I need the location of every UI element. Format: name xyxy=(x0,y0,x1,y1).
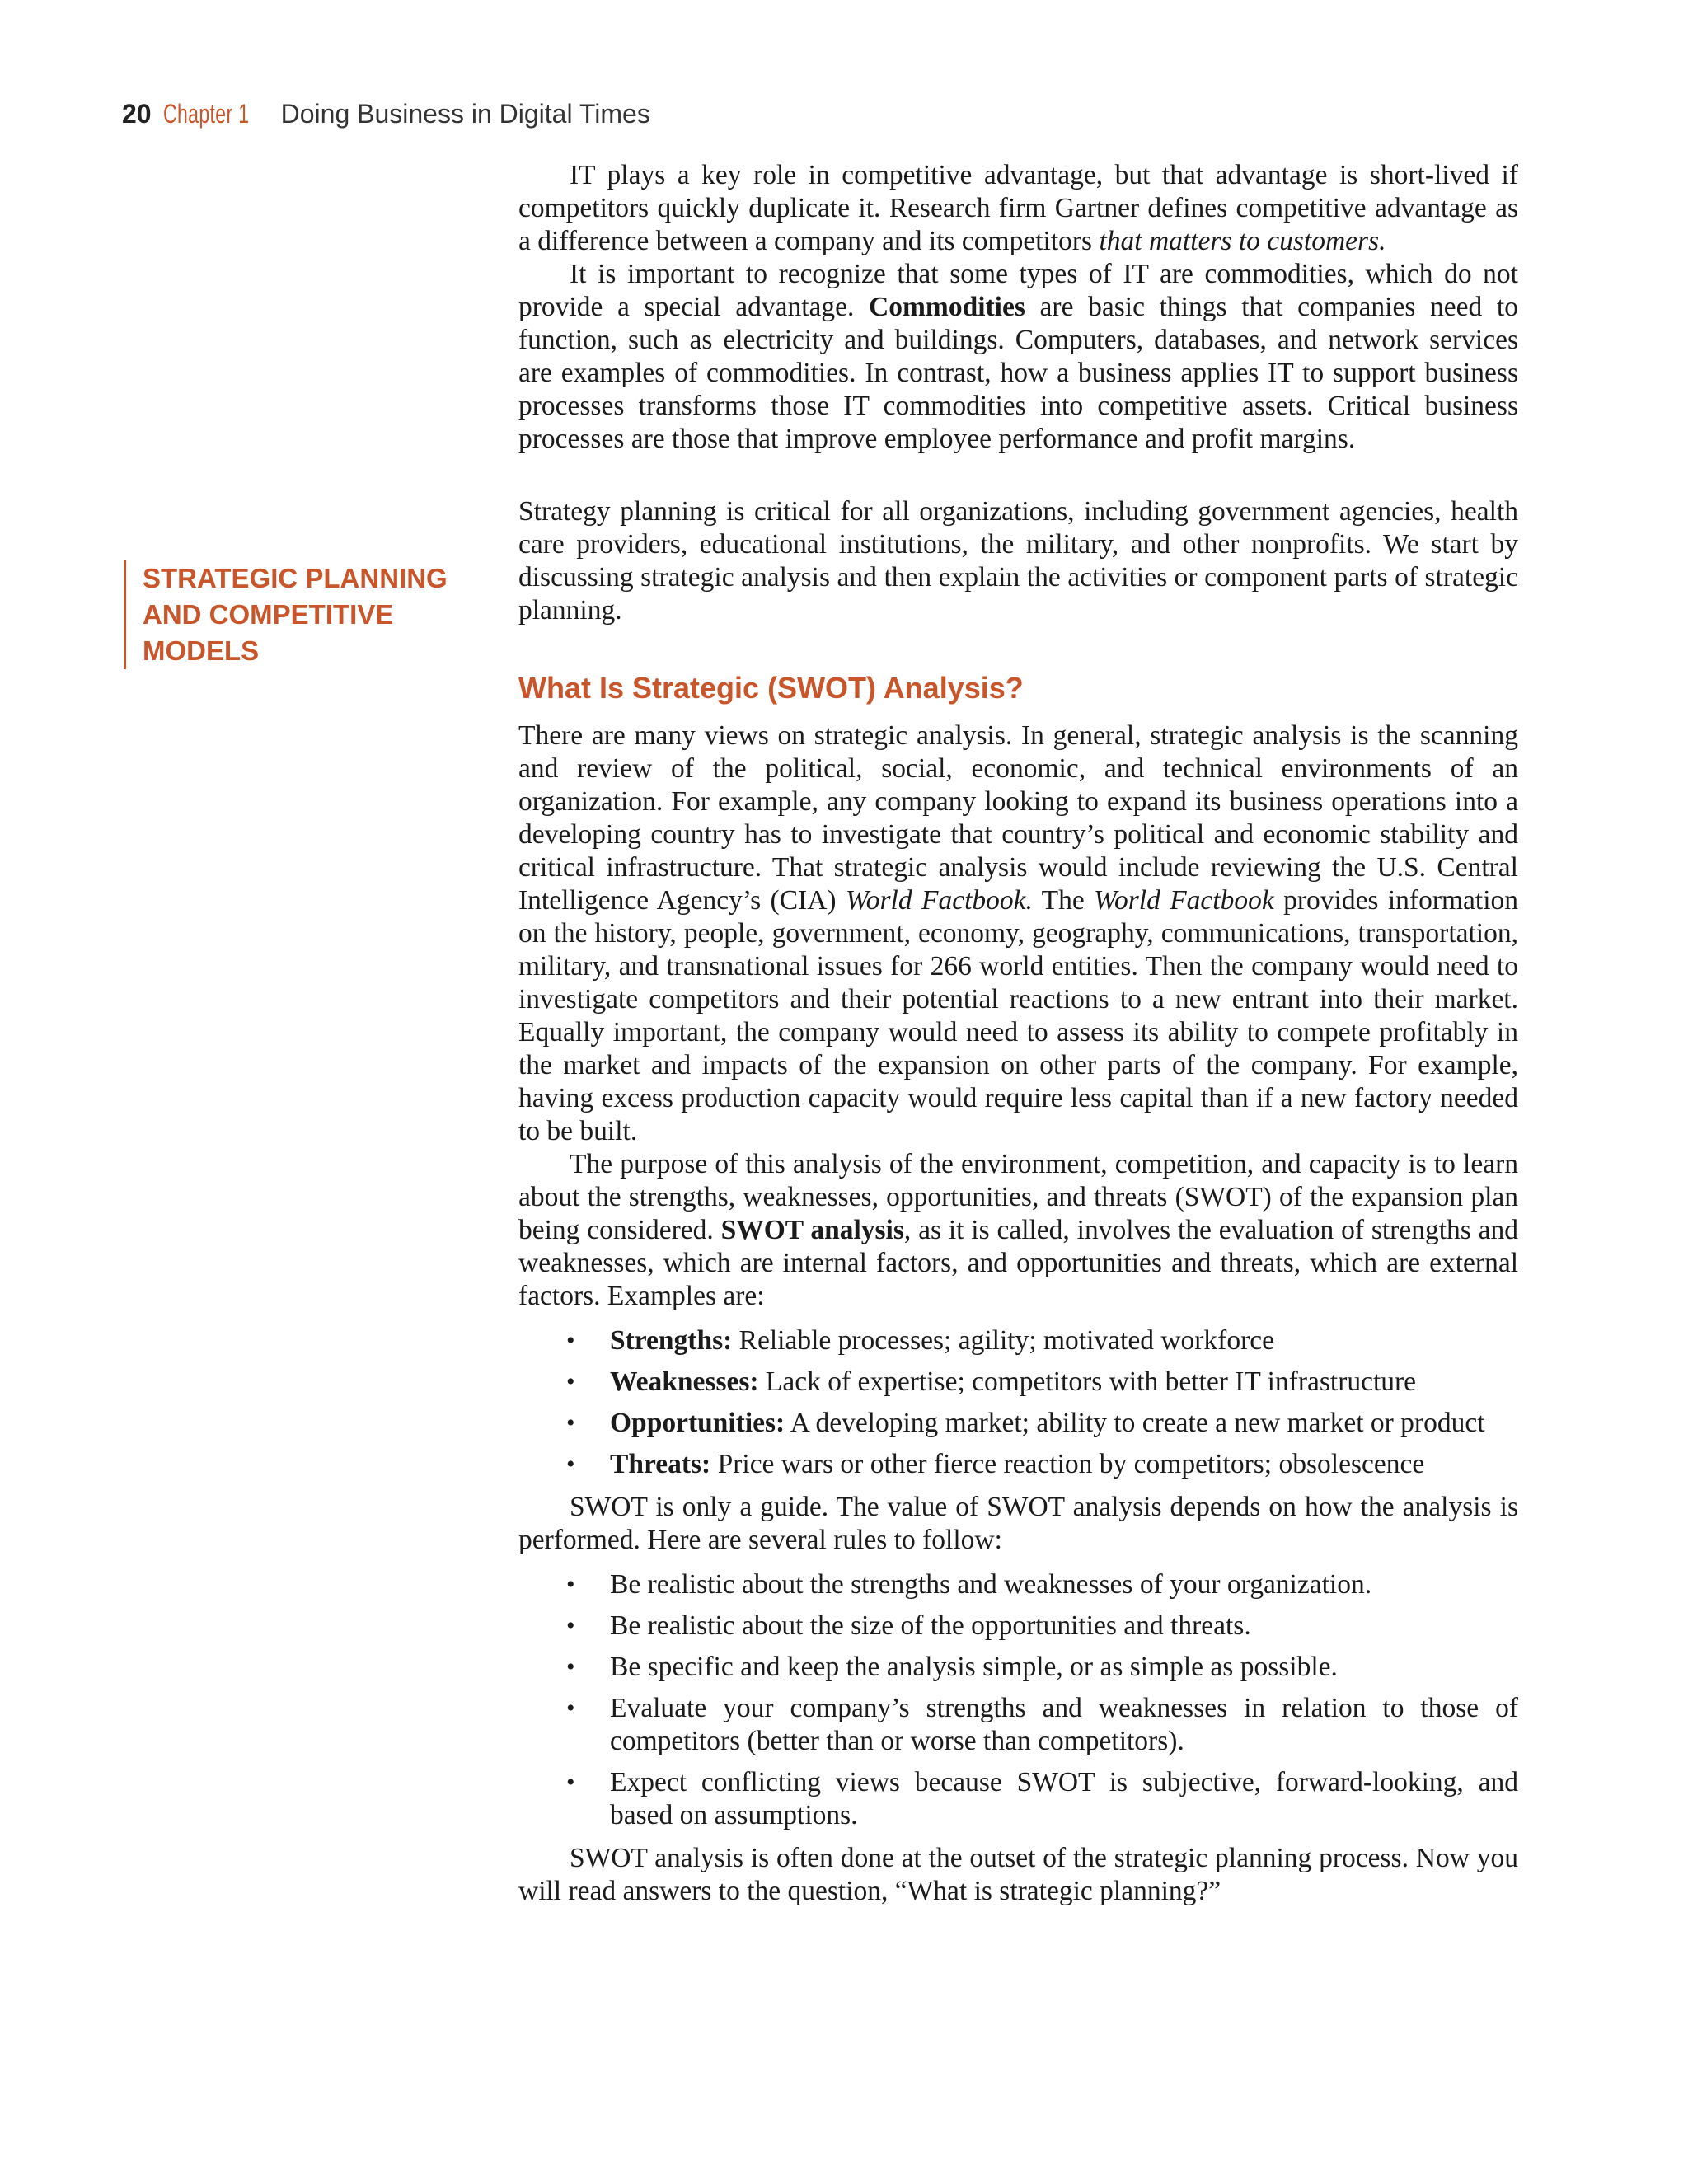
swot-examples-list xyxy=(518,1324,1518,1481)
bullet-icon: • xyxy=(566,1612,575,1639)
page-number: 20 xyxy=(122,99,152,129)
term-swot-analysis: SWOT analysis xyxy=(720,1215,904,1245)
intro-paragraph-1: IT plays a key role in competitive advantage, but that advantage is short-lived if competitors quickly duplicate it. Research firm Gartner defines competitive advantage as a difference between a company and its competitors that matters to customers. xyxy=(518,160,1518,256)
bullet-icon: • xyxy=(566,1694,575,1722)
list-item: • Threats: Price wars or other fierce reaction by competitors; obsolescence xyxy=(566,1449,1425,1479)
margin-heading-line: AND COMPETITIVE xyxy=(143,599,394,630)
list-item: • Weaknesses: Lack of expertise; competitors with better IT infrastructure xyxy=(566,1366,1417,1397)
factbook-title: World Factbook xyxy=(1094,885,1274,916)
margin-section-heading xyxy=(124,560,489,669)
margin-heading-line: STRATEGIC PLANNING xyxy=(143,563,448,593)
bullet-icon: • xyxy=(566,1451,575,1478)
list-item: • Strengths: Reliable processes; agility; motivated workforce xyxy=(566,1325,1274,1356)
bullet-icon: • xyxy=(566,1409,575,1436)
list-item: • Expect conflicting views because SWOT is subjective, forward-looking, and based on assumptions. xyxy=(566,1767,1518,1830)
swot-paragraph-1: There are many views on strategic analysis. In general, strategic analysis is the scanning and review of the political, social, economic, and technical environments of an organization. For example, any company looking to expand its business operations into a developing country has to investigate that country’s political and economic stability and critical infrastructure. That strategic analysis would include reviewing the U.S. Central Intelligence Agency’s (CIA) World Factbook. The World Factbook provides information on the history, people, government, economy, geography, communications, transportation, military, and transnational issues for 266 world entities. Then the company would need to investigate competitors and their potential reactions to a new entrant into their market. Equally important, the company would need to assess its ability to compete profitably in the market and impacts of the expansion on other parts of the company. For example, having excess production capacity would require less capital than if a new factory needed to be built. xyxy=(518,720,1519,1146)
list-item: • Be realistic about the strengths and weaknesses of your organization. xyxy=(566,1569,1372,1600)
bullet-icon: • xyxy=(566,1327,575,1354)
list-item: • Be realistic about the size of the opportunities and threats. xyxy=(566,1610,1251,1641)
swot-paragraph-3: SWOT is only a guide. The value of SWOT analysis depends on how the analysis is performed. Here are several rules to follow: xyxy=(518,1492,1518,1555)
bullet-icon: • xyxy=(566,1368,575,1395)
main-text-column xyxy=(518,159,1518,1908)
factbook-title: World Factbook. xyxy=(845,885,1033,916)
list-item: • Evaluate your company’s strengths and weaknesses in relation to those of competitors (better than or worse than competitors). xyxy=(566,1693,1518,1756)
section-intro-paragraph: Strategy planning is critical for all organizations, including government agencies, health care providers, educational institutions, the military, and other nonprofits. We start by discussing strategic analysis and then explain the activities or component parts of strategic planning. xyxy=(518,496,1518,626)
bullet-icon: • xyxy=(566,1571,575,1598)
swot-paragraph-2: The purpose of this analysis of the environment, competition, and capacity is to learn about the strengths, weaknesses, opportunities, and threats (SWOT) of the expansion plan being considered. SWOT analysis, as it is called, involves the evaluation of strengths and weaknesses, which are internal factors, and opportunities and threats, which are external factors. Examples are: xyxy=(518,1149,1518,1311)
swot-rules-list xyxy=(518,1568,1518,1832)
chapter-title: Doing Business in Digital Times xyxy=(280,99,650,129)
swot-paragraph-4: SWOT analysis is often done at the outset of the strategic planning process. Now you will read answers to the question, “What is strategic planning?” xyxy=(518,1843,1518,1906)
intro-paragraph-2: It is important to recognize that some types of IT are commodities, which do not provide a special advantage. Commodities are basic things that companies need to function, such as electricity and buildings. Computers, databases, and network services are examples of commodities. In contrast, how a business applies IT to support business processes transforms those IT commodities into competitive assets. Critical business processes are those that improve employee performance and profit margins. xyxy=(518,259,1518,454)
running-header xyxy=(122,92,650,135)
margin-heading-line: MODELS xyxy=(143,635,260,666)
list-item: • Opportunities: A developing market; ability to create a new market or product xyxy=(566,1408,1485,1438)
bullet-icon: • xyxy=(566,1653,575,1680)
chapter-label: Chapter 1 xyxy=(162,99,250,129)
bullet-icon: • xyxy=(566,1769,575,1796)
list-item: • Be specific and keep the analysis simple, or as simple as possible. xyxy=(566,1652,1338,1682)
term-commodities: Commodities xyxy=(869,292,1025,322)
swot-heading: What Is Strategic (SWOT) Analysis? xyxy=(518,671,1024,705)
